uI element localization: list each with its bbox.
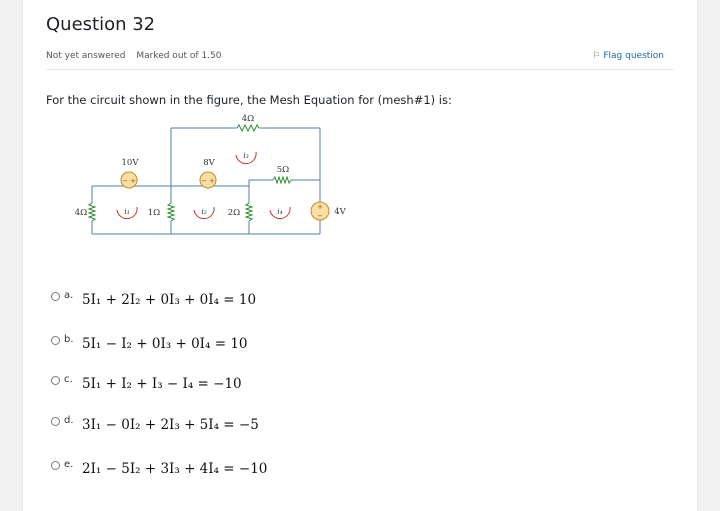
answer-status: Not yet answered [46, 51, 126, 61]
flag-question-link[interactable] [592, 51, 664, 61]
label-i4: i₄ [277, 207, 283, 216]
label-v-4: 4V [334, 207, 346, 217]
label-r-5: 5Ω [276, 165, 290, 175]
resistor-5ohm [273, 177, 291, 183]
label-r-1: 1Ω [147, 208, 161, 218]
label-i2: i₂ [201, 207, 207, 216]
option-e[interactable] [51, 458, 351, 478]
source-8v-minus: − [201, 177, 207, 185]
radio-e[interactable] [51, 461, 60, 470]
option-d[interactable] [51, 414, 351, 434]
header-divider [46, 69, 674, 70]
label-i3: i₃ [243, 151, 249, 160]
resistor-left [89, 203, 95, 221]
label-i1: i₁ [124, 207, 130, 216]
source-10v-plus: + [130, 177, 136, 185]
resistor-top [237, 125, 259, 131]
flag-icon: ⚐ [592, 51, 601, 61]
option-e-letter: e. [64, 459, 74, 470]
radio-c[interactable] [51, 376, 60, 385]
label-r-2: 2Ω [227, 208, 241, 218]
flag-question-label: Flag question [603, 51, 664, 61]
option-c[interactable] [51, 373, 351, 393]
source-4v-plus: + [317, 203, 323, 211]
question-title: Question 32 [46, 14, 156, 35]
option-d-letter: d. [64, 415, 74, 426]
option-a-letter: a. [64, 290, 74, 301]
label-v-10: 10V [121, 158, 139, 168]
option-b-equation: 5I₁ − I₂ + 0I₃ + 0I₄ = 10 [82, 336, 248, 352]
option-c-equation: 5I₁ + I₂ + I₃ − I₄ = −10 [82, 376, 242, 392]
option-b-letter: b. [64, 334, 74, 345]
label-r-top: 4Ω [241, 114, 255, 124]
option-b[interactable] [51, 333, 351, 353]
marks-info: Marked out of 1.50 [136, 51, 222, 61]
source-10v-minus: − [122, 177, 128, 185]
source-8v-plus: + [209, 177, 215, 185]
radio-a[interactable] [51, 292, 60, 301]
resistor-1ohm [168, 203, 174, 221]
question-prompt: For the circuit shown in the figure, the Mesh Equation for (mesh#1) is: [46, 93, 452, 107]
resistor-2ohm [246, 203, 252, 221]
radio-d[interactable] [51, 417, 60, 426]
option-e-equation: 2I₁ − 5I₂ + 3I₃ + 4I₄ = −10 [82, 461, 268, 477]
option-a[interactable] [51, 289, 351, 309]
question-meta [46, 51, 222, 61]
option-a-equation: 5I₁ + 2I₂ + 0I₃ + 0I₄ = 10 [82, 292, 257, 308]
circuit-figure [44, 110, 364, 235]
option-c-letter: c. [64, 374, 73, 385]
source-4v-minus: − [317, 212, 323, 220]
question-card [23, 0, 697, 511]
option-d-equation: 3I₁ − 0I₂ + 2I₃ + 5I₄ = −5 [82, 417, 259, 433]
label-v-8: 8V [203, 158, 215, 168]
radio-b[interactable] [51, 336, 60, 345]
label-r-left: 4Ω [74, 208, 88, 218]
